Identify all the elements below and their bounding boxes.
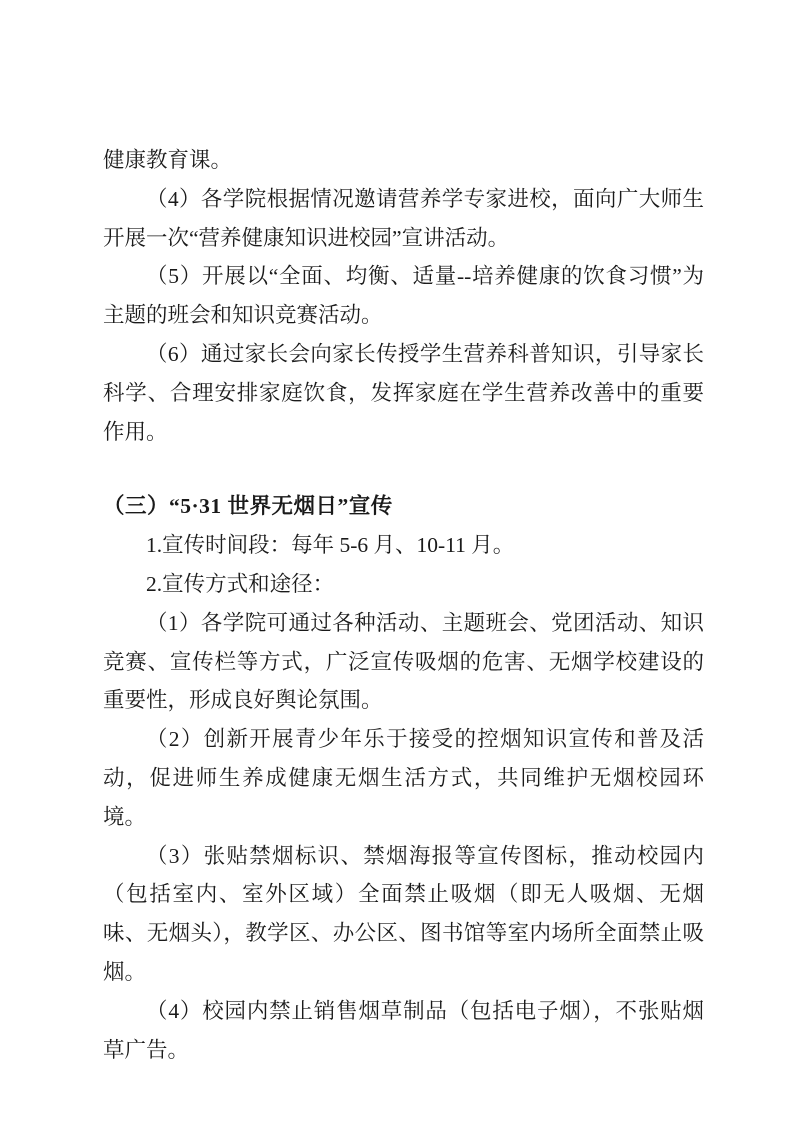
- paragraph-item-5-nutrition: （5）开展以“全面、均衡、适量--培养健康的饮食习惯”为主题的班会和知识竞赛活动。: [103, 264, 704, 328]
- paragraph-promo-period: 1.宣传时间段：每年 5-6 月、10-11 月。: [146, 533, 515, 558]
- paragraph-item-4-tobacco: （4）校园内禁止销售烟草制品（包括电子烟），不张贴烟草广告。: [103, 998, 704, 1062]
- section-heading-no-tobacco-day: （三）“5·31 世界无烟日”宣传: [103, 494, 393, 519]
- paragraph-item-1-tobacco: （1）各学院可通过各种活动、主题班会、党团活动、知识竞赛、宣传栏等方式，广泛宣传吸烟的危害、无烟学校建设的重要性，形成良好舆论氛围。: [103, 610, 704, 713]
- paragraph-item-2-tobacco: （2）创新开展青少年乐于接受的控烟知识宣传和普及活动，促进师生养成健康无烟生活方式，共同维护无烟校园环境。: [103, 727, 704, 829]
- paragraph-continuation: 健康教育课。: [103, 148, 233, 172]
- paragraph-item-3-tobacco: （3）张贴禁烟标识、禁烟海报等宣传图标，推动校园内（包括室内、室外区域）全面禁止吸烟（即无人吸烟、无烟味、无烟头），教学区、办公区、图书馆等室内场所全面禁止吸烟。: [103, 843, 704, 984]
- paragraph-promo-methods-label: 2.宣传方式和途径：: [146, 571, 335, 596]
- paragraph-item-6-nutrition: （6）通过家长会向家长传授学生营养科普知识，引导家长科学、合理安排家庭饮食，发挥家庭在学生营养改善中的重要作用。: [103, 341, 704, 444]
- document-body: [103, 141, 704, 1069]
- paragraph-item-4-nutrition: （4）各学院根据情况邀请营养学专家进校，面向广大师生开展一次“营养健康知识进校园”宣讲活动。: [103, 186, 704, 250]
